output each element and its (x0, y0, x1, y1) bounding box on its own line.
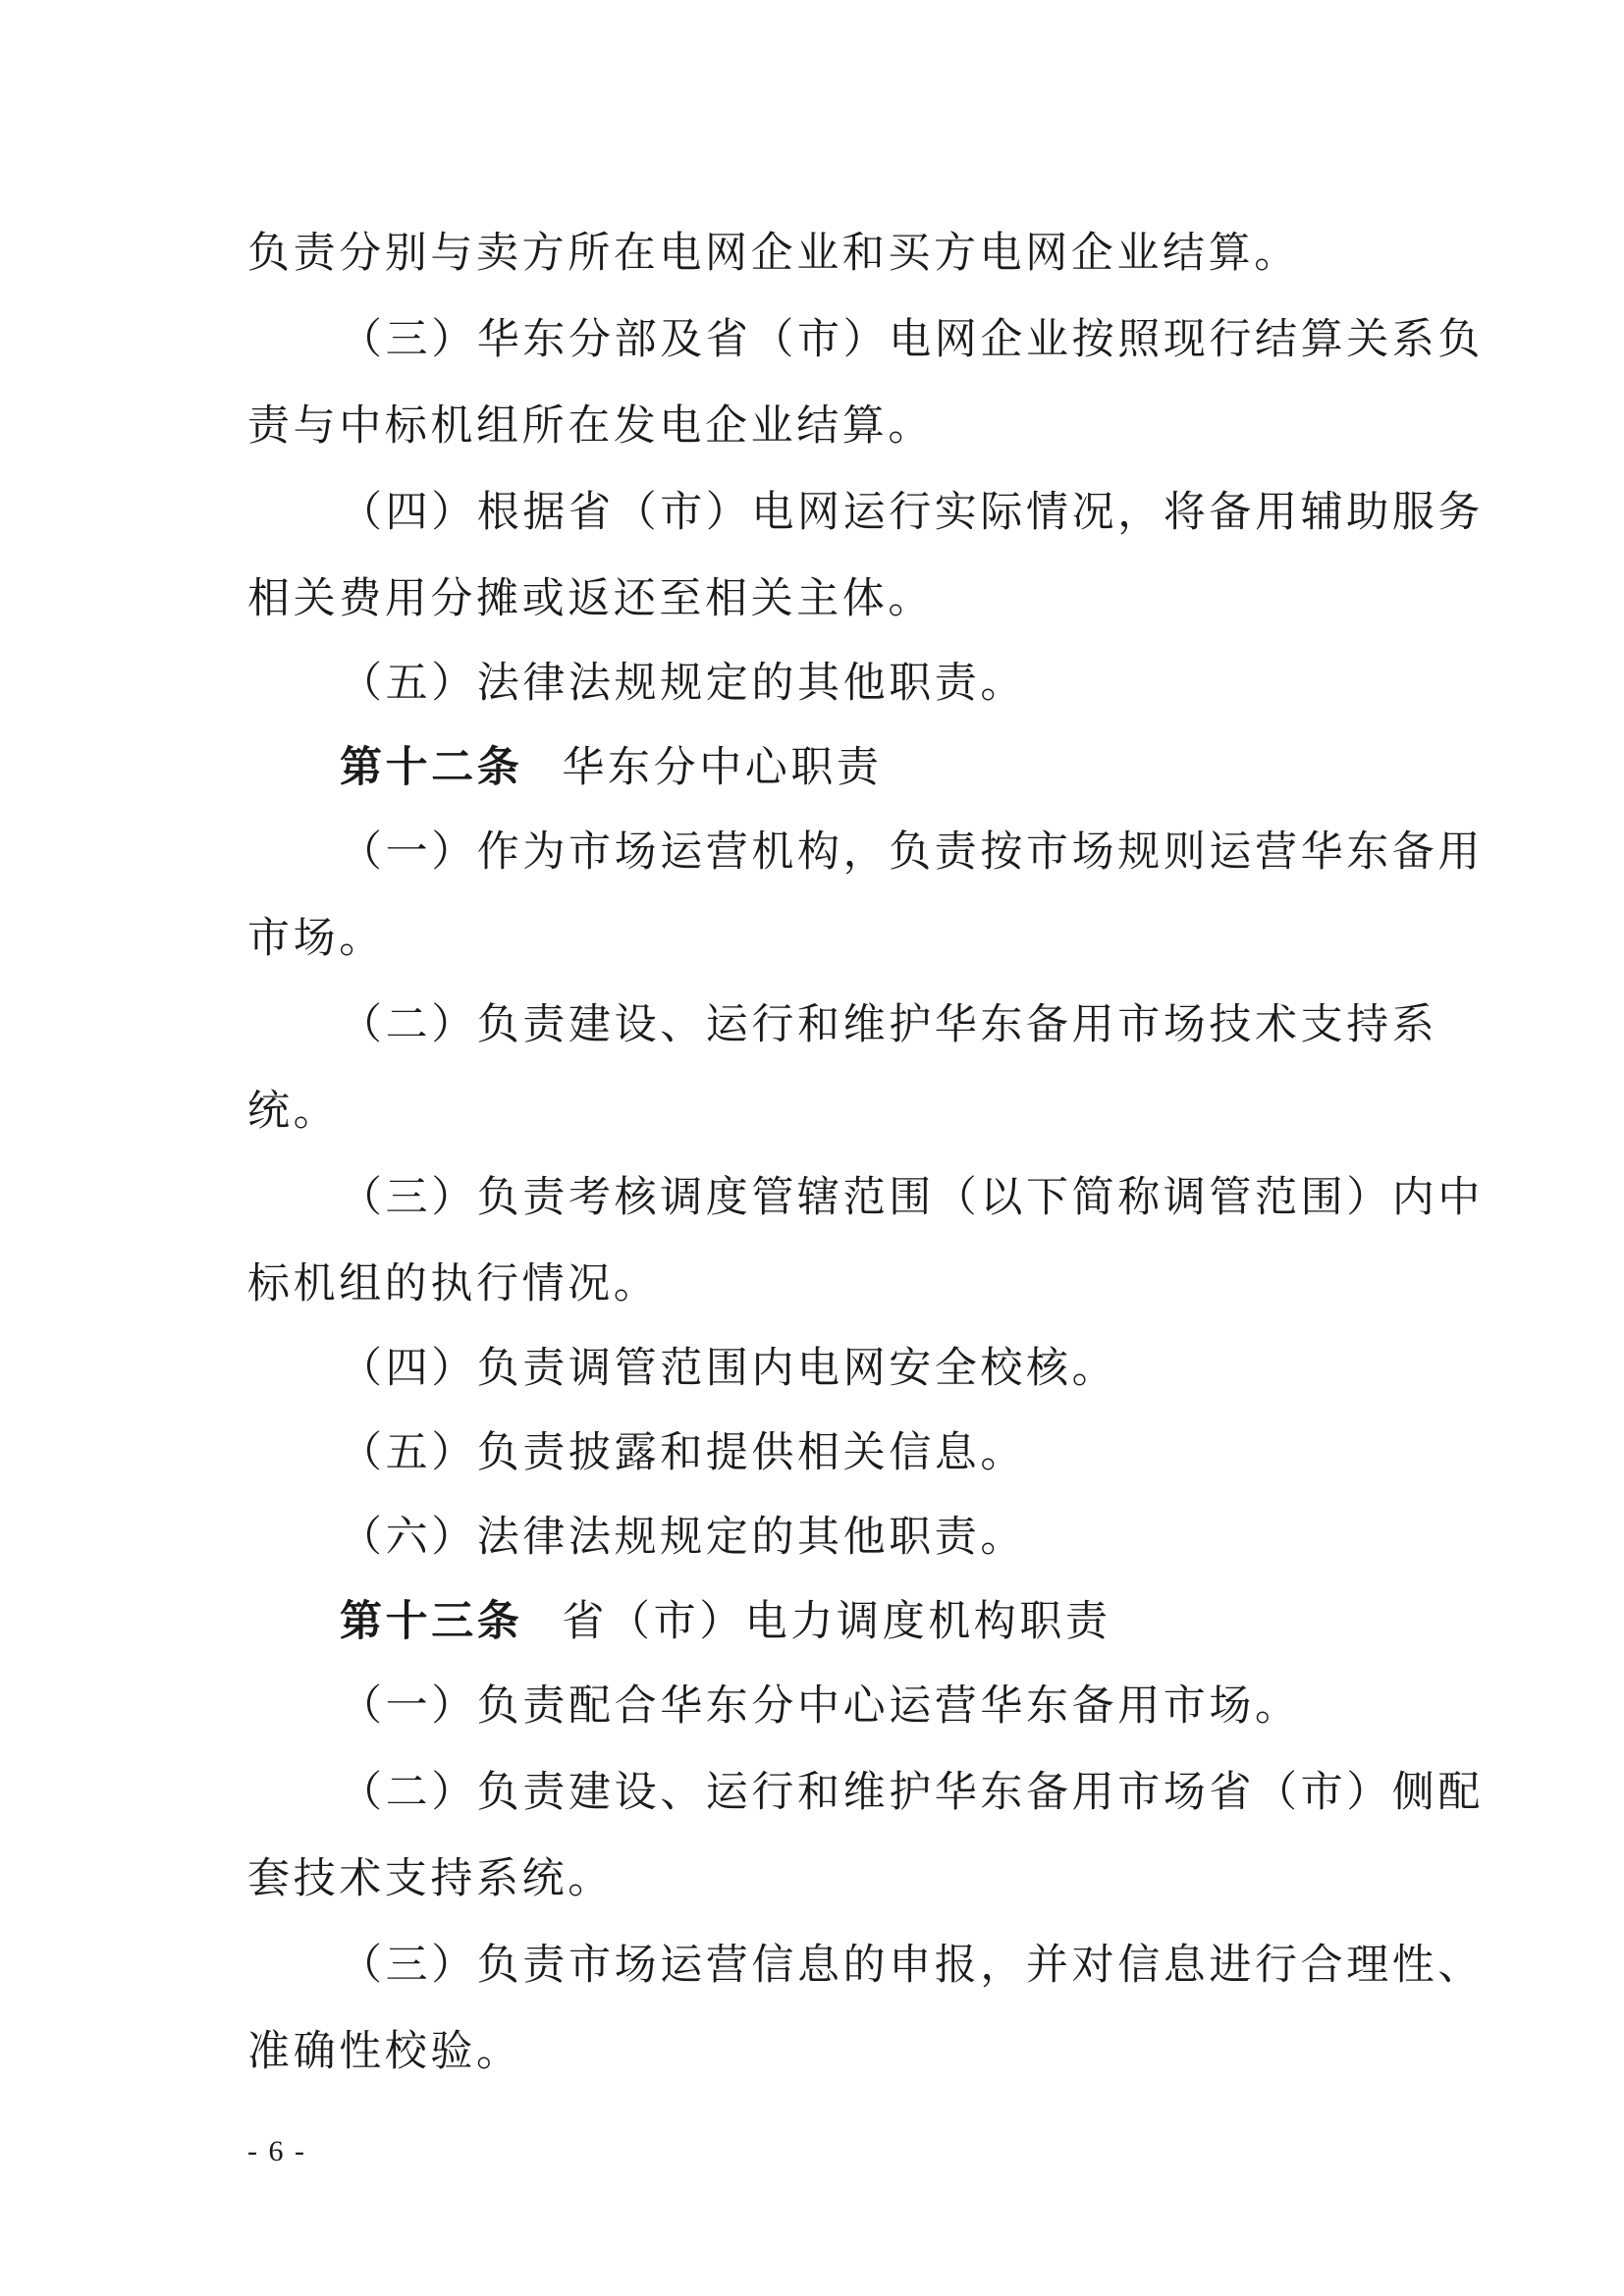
paragraph-line: 市场。 (247, 914, 385, 963)
paragraph-line: （四）根据省（市）电网运行实际情况，将备用辅助服务 (340, 488, 1484, 537)
paragraph-line: （三）负责考核调度管辖范围（以下简称调管范围）内中 (340, 1173, 1484, 1222)
paragraph-line: （六）法律法规规定的其他职责。 (340, 1513, 1026, 1562)
article-13-heading (340, 1592, 1386, 1651)
paragraph-line: 负责分别与卖方所在电网企业和买方电网企业结算。 (247, 229, 1300, 278)
paragraph-line: （三）负责市场运营信息的申报，并对信息进行合理性、 (340, 1941, 1484, 1990)
paragraph-line: 责与中标机组所在发电企业结算。 (247, 401, 934, 451)
paragraph-line: 统。 (247, 1087, 340, 1136)
paragraph-line: （五）负责披露和提供相关信息。 (340, 1428, 1026, 1477)
paragraph-line: 标机组的执行情况。 (247, 1259, 660, 1308)
article-12-number: 第十二条 (340, 743, 523, 792)
paragraph-line: 准确性校验。 (247, 2027, 522, 2076)
paragraph-line: （二）负责建设、运行和维护华东备用市场省（市）侧配 (340, 1768, 1484, 1817)
article-13-number: 第十三条 (340, 1597, 523, 1646)
paragraph-line: （三）华东分部及省（市）电网企业按照现行结算关系负 (340, 315, 1484, 364)
article-12-title: 华东分中心职责 (562, 743, 883, 792)
article-13-title: 省（市）电力调度机构职责 (562, 1597, 1111, 1646)
paragraph-line: （一）作为市场运营机构，负责按市场规则运营华东备用 (340, 828, 1484, 877)
paragraph-line: （一）负责配合华东分中心运营华东备用市场。 (340, 1682, 1301, 1731)
paragraph-line: 套技术支持系统。 (247, 1854, 614, 1903)
article-12-heading (340, 738, 1386, 797)
paragraph-line: （五）法律法规规定的其他职责。 (340, 659, 1026, 708)
paragraph-line: （四）负责调管范围内电网安全校核。 (340, 1344, 1118, 1393)
paragraph-line: 相关费用分摊或返还至相关主体。 (247, 574, 934, 623)
paragraph-line: （二）负责建设、运行和维护华东备用市场技术支持系 (340, 1000, 1438, 1049)
page-number: - 6 - (247, 2135, 306, 2167)
